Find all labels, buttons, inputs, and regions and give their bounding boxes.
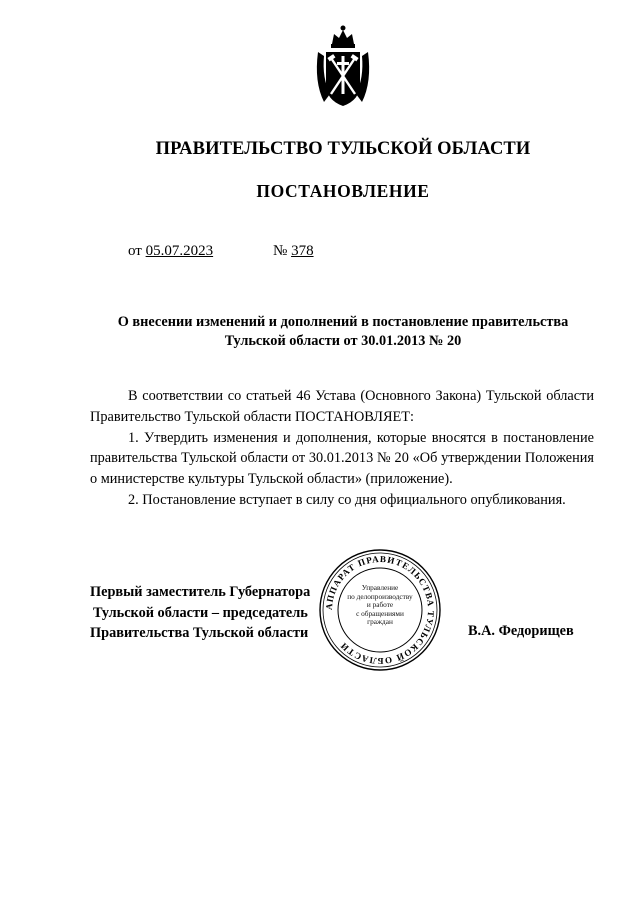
government-title: ПРАВИТЕЛЬСТВО ТУЛЬСКОЙ ОБЛАСТИ — [155, 139, 531, 159]
signatory-name: В.А. Федорищев — [468, 623, 574, 639]
signatory-title-line: Тульской области – председатель — [93, 604, 308, 621]
number-prefix: № — [273, 243, 292, 259]
body-item-2: 2. Постановление вступает в силу со дня официального опубликования. — [128, 491, 566, 508]
stamp-line: с обращениями — [356, 608, 404, 618]
document-body — [90, 386, 594, 511]
body-intro: В соответствии со статьей 46 Устава (Основного Закона) Тульской области Правительство Тульской области ПОСТАНОВЛЯЕТ: — [90, 388, 594, 425]
stamp-line: по делопроизводству — [347, 591, 413, 601]
stamp-line: Управление — [361, 583, 399, 592]
signatory-title-line: Правительства Тульской области — [90, 625, 309, 641]
number-value: 378 — [291, 243, 314, 259]
signatory-title — [90, 582, 340, 644]
signatory-title-line: Первый заместитель Губернатора — [90, 584, 311, 600]
document-type: ПОСТАНОВЛЕНИЕ — [256, 181, 430, 201]
body-item-1: 1. Утвердить изменения и дополнения, которые вносятся в постановление правительства Тульской области от 30.01.2013 № 20 «Об утверждении Положения о министерстве культуры Тульской области» (приложение). — [90, 429, 594, 488]
date-value: 05.07.2023 — [145, 243, 214, 259]
stamp-line: и работе — [366, 600, 394, 610]
stamp-center-text — [336, 584, 424, 627]
document-date — [128, 243, 213, 260]
document-number — [273, 243, 314, 260]
date-prefix: от — [128, 243, 146, 259]
document-subject: О внесении изменений и дополнений в постановление правительства Тульской области от 30.01.2013 № 20 — [117, 314, 569, 349]
stamp-line: граждан — [367, 617, 393, 627]
stamp-ring-text: АППАРАТ ПРАВИТЕЛЬСТВА ТУЛЬСКОЙ ОБЛАСТИ — [323, 553, 437, 667]
tula-coat-of-arms-icon — [310, 22, 376, 112]
